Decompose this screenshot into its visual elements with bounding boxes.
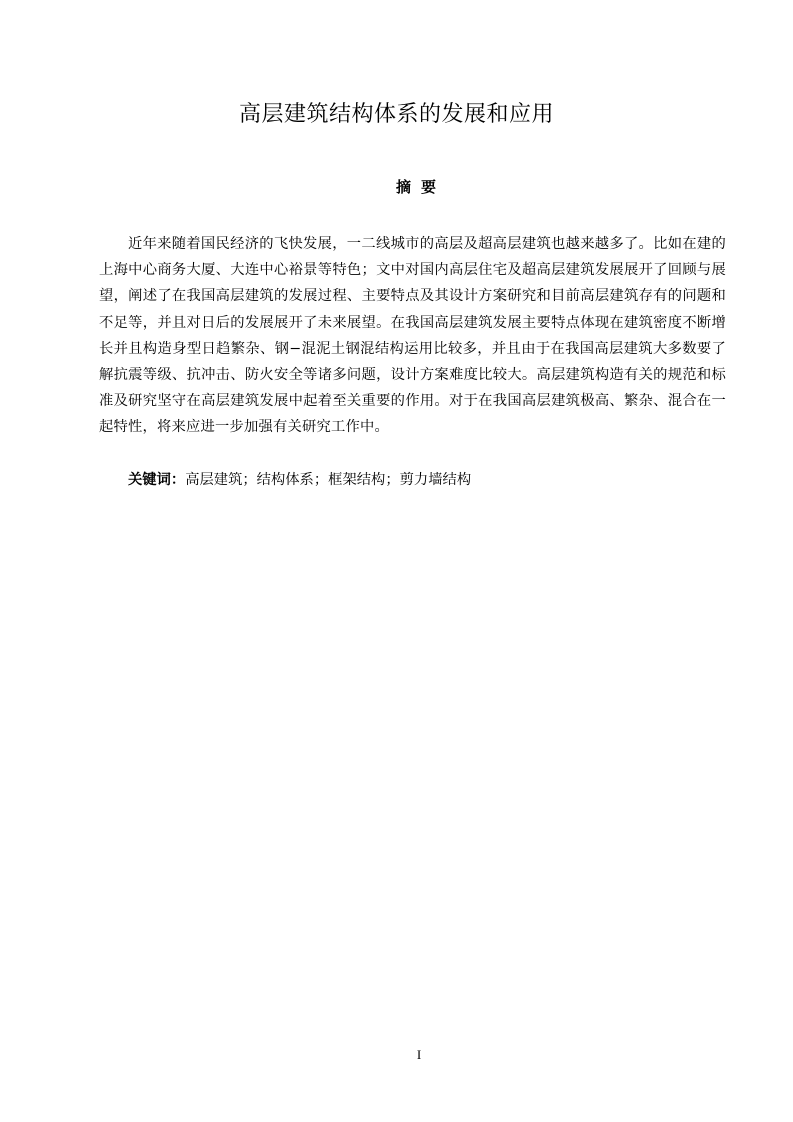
page-number: I [416, 1047, 422, 1062]
keywords-label: 关键词： [128, 472, 186, 488]
page-title: 高层建筑结构体系的发展和应用 [238, 102, 554, 127]
abstract-heading: 摘要 [395, 178, 446, 196]
keywords-text: 高层建筑；结构体系；框架结构；剪力墙结构 [185, 472, 472, 488]
abstract-body: 近年来随着国民经济的飞快发展，一二线城市的高层及超高层建筑也越来越多了。比如在建的上海中心商务大厦、大连中心裕景等特色；文中对国内高层住宅及超高层建筑发展展开了回顾与展望，阐述了在我国高层建筑的发展过程、主要特点及其设计方案研究和目前高层建筑存有的问题和不足等，并且对日后的发展展开了未来展望。在我国高层建筑发展主要特点体现在建筑密度不断增长并且构造身型日趋繁杂、钢−混泥土钢混结构运用比较多，并且由于在我国高层建筑大多数要了解抗震等级、抗冲击、防火安全等诸多问题，设计方案难度比较大。高层建筑构造有关的规范和标准及研究坚守在高层建筑发展中起着至关重要的作用。对于在我国高层建筑极高、繁杂、混合在一起特性，将来应进一步加强有关研究工作中。 [99, 236, 726, 436]
keywords-line [128, 467, 471, 493]
